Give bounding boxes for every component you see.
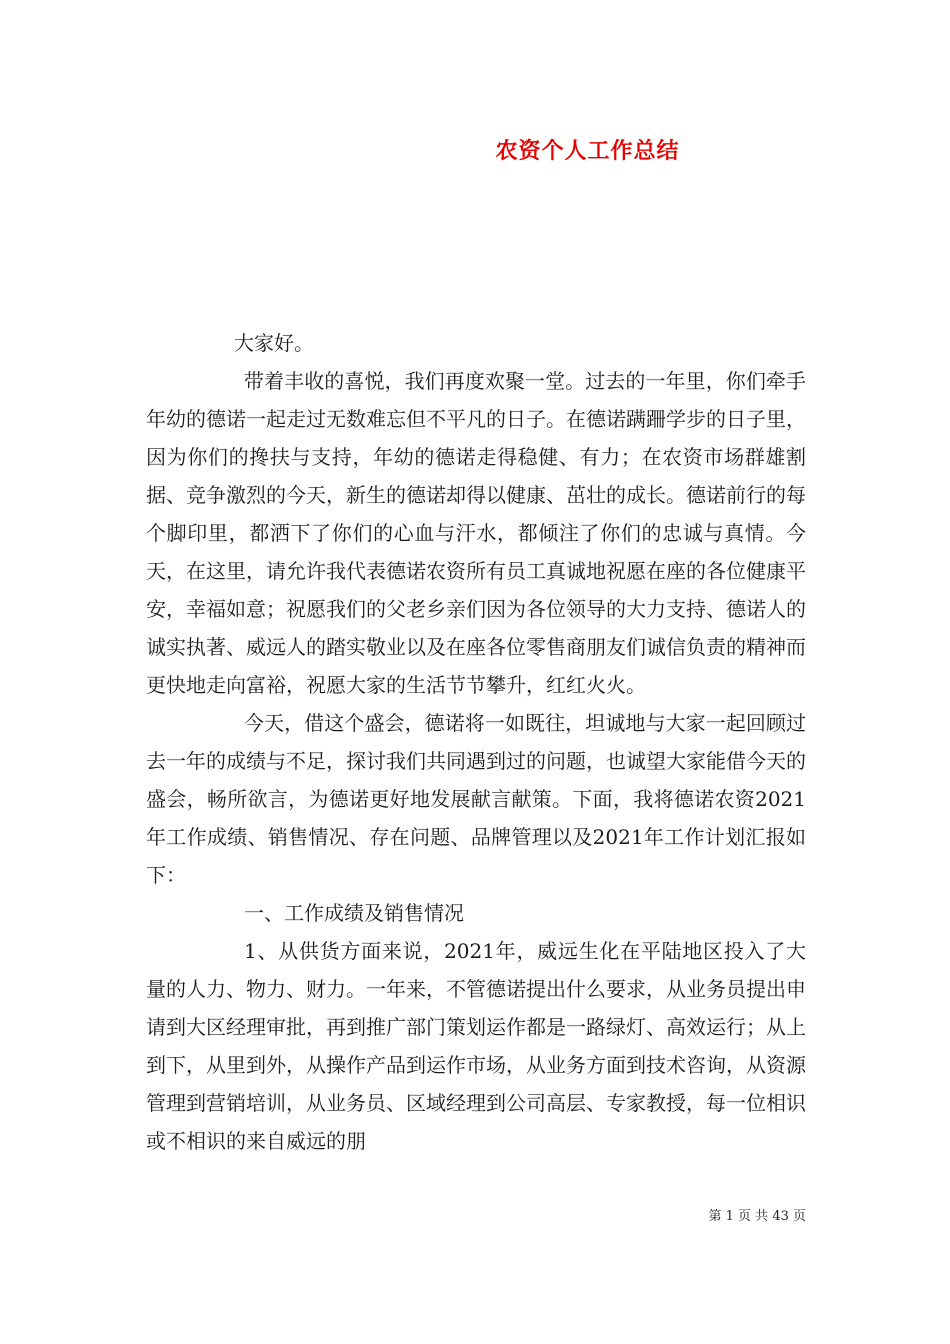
greeting: 大家好。	[234, 331, 314, 355]
document-body	[146, 324, 806, 1160]
paragraph-3: 1、从供货方面来说，2021年，威远生化在平陆地区投入了大量的人力、物力、财力。一年来，不管德诺提出什么要求，从业务员提出申请到大区经理审批，再到推广部门策划运作都是一路绿灯、高效运行；从上到下，从里到外，从操作产品到运作市场，从业务方面到技术咨询，从资源管理到营销培训，从业务员、区域经理到公司高层、专家教授，每一位相识或不相识的来自威远的朋	[146, 939, 806, 1153]
paragraph-1: 带着丰收的喜悦，我们再度欢聚一堂。过去的一年里，你们牵手年幼的德诺一起走过无数难忘但不平凡的日子。在德诺蹒跚学步的日子里，因为你们的搀扶与支持，年幼的德诺走得稳健、有力；在农资市场群雄割据、竞争激烈的今天，新生的德诺却得以健康、茁壮的成长。德诺前行的每个脚印里，都洒下了你们的心血与汗水，都倾注了你们的忠诚与真情。今天，在这里，请允许我代表德诺农资所有员工真诚地祝愿在座的各位健康平安，幸福如意；祝愿我们的父老乡亲们因为各位领导的大力支持、德诺人的诚实执著、威远人的踏实敬业以及在座各位零售商朋友们诚信负责的精神而更快地走向富裕，祝愿大家的生活节节攀升，红红火火。	[146, 369, 806, 697]
paragraph-2: 今天，借这个盛会，德诺将一如既往，坦诚地与大家一起回顾过去一年的成绩与不足，探讨我们共同遇到过的问题，也诚望大家能借今天的盛会，畅所欲言，为德诺更好地发展献言献策。下面，我将德诺农资2021年工作成绩、销售情况、存在问题、品牌管理以及2021年工作计划汇报如下：	[146, 711, 806, 887]
page-footer: 第 1 页 共 43 页	[708, 1209, 806, 1224]
section-heading: 一、工作成绩及销售情况	[244, 901, 464, 925]
document-title: 农资个人工作总结	[495, 138, 680, 164]
